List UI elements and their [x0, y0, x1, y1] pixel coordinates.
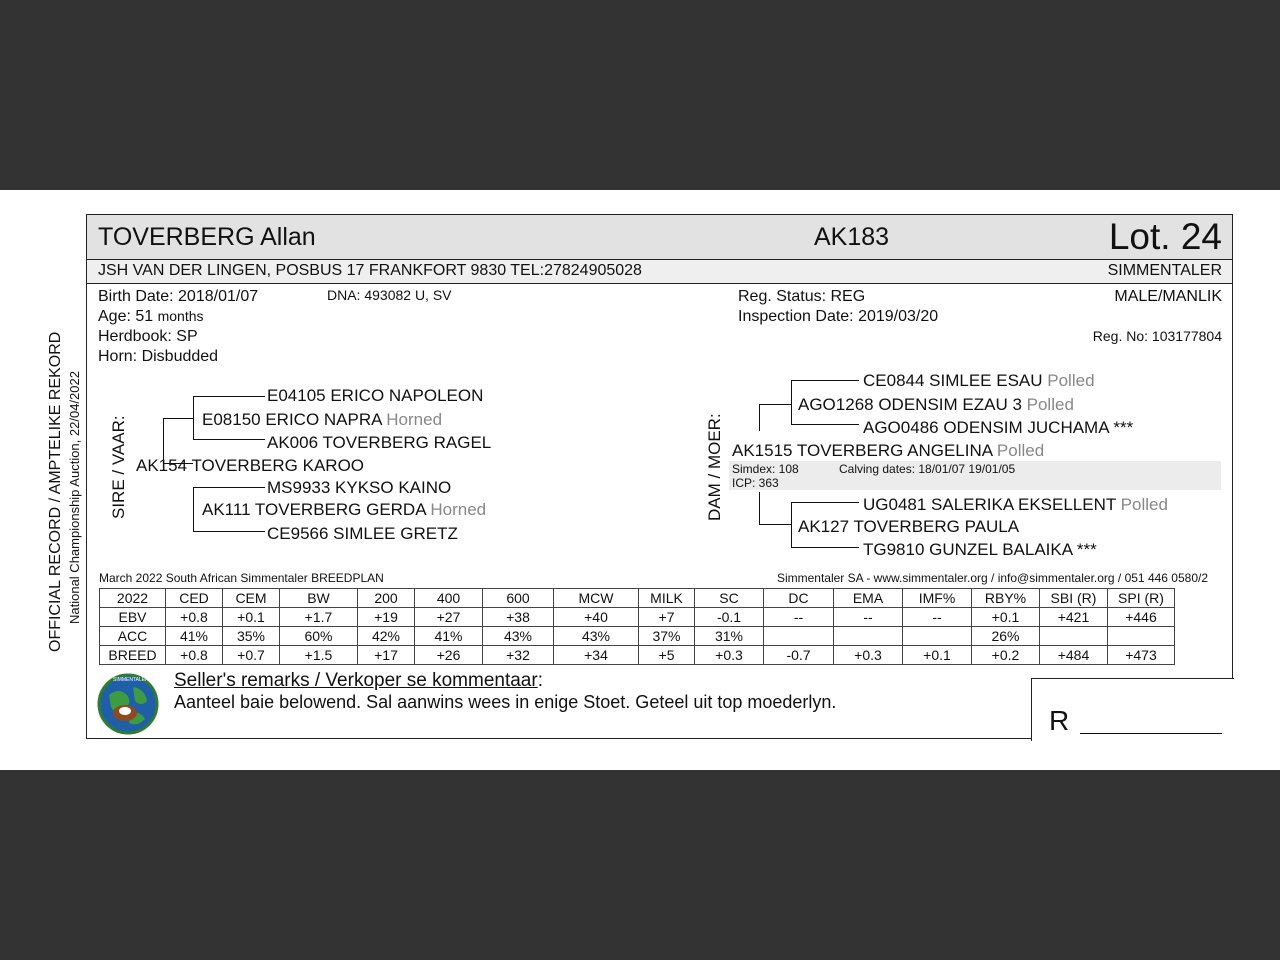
lot-number: Lot. 24	[1108, 216, 1222, 257]
grandsire-name: E08150 ERICO NAPRA	[202, 410, 382, 429]
ebv-row-label: EBV	[100, 608, 166, 627]
sex: MALE/MANLIK	[1114, 288, 1222, 305]
dam-icp: ICP: 363	[732, 476, 779, 490]
remarks-heading	[174, 670, 543, 692]
reg-status: Reg. Status: REG	[738, 288, 866, 305]
age-value: Age: 51	[98, 308, 154, 325]
owner-address: JSH VAN DER LINGEN, POSBUS 17 FRANKFORT 9830 TEL:27824905028	[98, 262, 642, 279]
title-bar	[87, 215, 1232, 260]
sire-tree-line	[163, 418, 193, 419]
ebv-header-cell: SPI (R)	[1108, 589, 1175, 608]
breed-name: SIMMENTALER	[1107, 262, 1222, 279]
price-label: R	[1049, 705, 1070, 736]
ebv-header-cell: SC	[695, 589, 764, 608]
ebv-cell	[834, 627, 903, 646]
breedplan-title: March 2022 South African Simmentaler BREEDPLAN	[99, 571, 384, 585]
dam-tree-line	[791, 380, 859, 381]
sire-tree-line	[193, 439, 265, 440]
ebv-cell	[1040, 627, 1108, 646]
ebv-cell: 26%	[972, 627, 1040, 646]
dam-granddam: AK127 TOVERBERG PAULA	[798, 517, 1020, 536]
ebv-cell: +0.1	[223, 608, 280, 627]
price-box	[1031, 678, 1234, 741]
owner-bar	[87, 260, 1232, 284]
ebv-header-cell: 400	[415, 589, 483, 608]
great-granddam-1: AK006 TOVERBERG RAGEL	[267, 433, 492, 452]
reg-number: Reg. No: 103177804	[1092, 328, 1222, 344]
granddam-name: AK111 TOVERBERG GERDA	[202, 500, 426, 519]
ebv-row-label: BREED	[100, 646, 166, 665]
remarks-heading-text: Seller's remarks / Verkoper se kommentaar	[174, 670, 538, 691]
dam-grandsire-name: AGO1268 ODENSIM EZAU 3	[798, 395, 1022, 414]
official-record-label: OFFICIAL RECORD / AMPTELIKE REKORD	[47, 331, 64, 652]
ebv-cell: +421	[1040, 608, 1108, 627]
ebv-header-cell: EMA	[834, 589, 903, 608]
ebv-header-cell: 2022	[100, 589, 166, 608]
ebv-header-cell: DC	[764, 589, 834, 608]
ebv-cell: +473	[1108, 646, 1175, 665]
breedplan-contact: Simmentaler SA - www.simmentaler.org / info@simmentaler.org / 051 446 0580/2	[776, 571, 1208, 585]
sire-tree-line	[193, 396, 265, 397]
ebv-header-cell: BW	[280, 589, 358, 608]
ebv-cell: --	[903, 608, 972, 627]
auction-label: National Championship Auction, 22/04/2022	[67, 371, 82, 624]
great-granddam-2: CE9566 SIMLEE GRETZ	[267, 524, 458, 543]
animal-id: AK183	[814, 223, 890, 251]
ebv-row	[100, 646, 1175, 665]
dam-great-grandsire-1-name: CE0844 SIMLEE ESAU	[863, 371, 1043, 390]
ebv-header-cell: CEM	[223, 589, 280, 608]
dam-tree-line	[791, 380, 792, 425]
dam-great-grandsire-2-horn: Polled	[1120, 495, 1168, 514]
remarks-colon: :	[537, 670, 543, 691]
dam-tree-line	[759, 524, 791, 525]
auction-sheet	[0, 190, 1280, 770]
ebv-cell: 41%	[166, 627, 223, 646]
ebv-header-cell: RBY%	[972, 589, 1040, 608]
ebv-cell: +19	[358, 608, 415, 627]
dam-great-granddam-2: TG9810 GUNZEL BALAIKA ***	[863, 540, 1097, 559]
ebv-header-cell: 600	[483, 589, 554, 608]
granddam	[202, 500, 486, 520]
ebv-header-cell: 200	[358, 589, 415, 608]
ebv-row-label: ACC	[100, 627, 166, 646]
ebv-header-row	[100, 589, 1175, 608]
dam-grandsire	[798, 395, 1074, 415]
ebv-cell: +1.7	[280, 608, 358, 627]
dam-tree-line	[791, 502, 859, 503]
ebv-header-cell: CED	[166, 589, 223, 608]
dam-tree-line	[791, 502, 792, 548]
birth-date: Birth Date: 2018/01/07	[98, 288, 259, 305]
ebv-cell: +0.8	[166, 646, 223, 665]
ebv-cell: +40	[554, 608, 639, 627]
ebv-cell: 60%	[280, 627, 358, 646]
sire-tree-line	[193, 531, 265, 532]
ebv-header-cell: SBI (R)	[1040, 589, 1108, 608]
granddam-horn: Horned	[430, 500, 487, 519]
dam-horn: Polled	[996, 441, 1045, 460]
ebv-cell: 37%	[639, 627, 695, 646]
dam-great-granddam-1: AGO0486 ODENSIM JUCHAMA ***	[863, 418, 1134, 437]
herdbook: Herdbook: SP	[98, 328, 198, 345]
ebv-cell: +34	[554, 646, 639, 665]
ebv-cell: +27	[415, 608, 483, 627]
ebv-cell	[903, 627, 972, 646]
dam-tree-line	[759, 404, 791, 405]
dam-name-text: AK1515 TOVERBERG ANGELINA	[732, 441, 993, 460]
age	[98, 308, 204, 326]
animal-name: TOVERBERG Allan	[98, 223, 316, 251]
sire-tree-line	[193, 487, 194, 532]
ebv-cell: -0.1	[695, 608, 764, 627]
ebv-cell: +5	[639, 646, 695, 665]
sire-tree-line	[193, 396, 194, 440]
sire-name: AK154 TOVERBERG KAROO	[136, 456, 365, 475]
ebv-cell: 42%	[358, 627, 415, 646]
ebv-cell: 43%	[554, 627, 639, 646]
ebv-cell: +0.3	[695, 646, 764, 665]
ebv-table-body	[100, 589, 1175, 665]
great-grandsire-1: E04105 ERICO NAPOLEON	[267, 386, 484, 405]
ebv-cell: +0.8	[166, 608, 223, 627]
ebv-cell: +0.7	[223, 646, 280, 665]
ebv-cell: +484	[1040, 646, 1108, 665]
dna-info: DNA: 493082 U, SV	[327, 287, 452, 303]
remarks-text: Aanteel baie belowend. Sal aanwins wees in enige Stoet. Geteel uit top moederlyn.	[174, 692, 837, 712]
ebv-cell: --	[834, 608, 903, 627]
great-grandsire-2: MS9933 KYKSO KAINO	[267, 478, 452, 497]
ebv-header-cell: IMF%	[903, 589, 972, 608]
ebv-cell: +38	[483, 608, 554, 627]
dam-tree-line	[759, 404, 760, 431]
ebv-header-cell: MILK	[639, 589, 695, 608]
dam-grandsire-horn: Polled	[1026, 395, 1074, 414]
ebv-cell: +7	[639, 608, 695, 627]
ebv-cell	[764, 627, 834, 646]
logo-text: SIMMENTALER	[113, 677, 149, 683]
grandsire	[202, 410, 442, 430]
dam-tree-line	[791, 547, 859, 548]
ebv-cell: 31%	[695, 627, 764, 646]
ebv-cell	[1108, 627, 1175, 646]
ebv-cell: +0.2	[972, 646, 1040, 665]
ebv-cell: +32	[483, 646, 554, 665]
ebv-table	[99, 588, 1175, 665]
dam-label: DAM / MOER:	[705, 413, 724, 521]
ebv-cell: 35%	[223, 627, 280, 646]
dam-tree-line	[791, 424, 859, 425]
dam-simdex: Simdex: 108	[732, 462, 799, 476]
ebv-row	[100, 627, 1175, 646]
dam-great-grandsire-1	[863, 371, 1095, 391]
ebv-cell: 41%	[415, 627, 483, 646]
ebv-cell: +17	[358, 646, 415, 665]
age-unit: months	[157, 308, 204, 324]
ebv-cell: +0.1	[903, 646, 972, 665]
dam-great-grandsire-2-name: UG0481 SALERIKA EKSELLENT	[863, 495, 1116, 514]
ebv-cell: +446	[1108, 608, 1175, 627]
sire-tree-line	[193, 487, 265, 488]
dam-name	[732, 441, 1044, 461]
ebv-cell: +0.3	[834, 646, 903, 665]
ebv-cell: +26	[415, 646, 483, 665]
ebv-row	[100, 608, 1175, 627]
ebv-cell: +1.5	[280, 646, 358, 665]
dam-great-grandsire-2	[863, 495, 1168, 515]
grandsire-horn: Horned	[386, 410, 443, 429]
sire-label: SIRE / VAAR:	[109, 415, 128, 519]
ebv-cell: 43%	[483, 627, 554, 646]
dam-tree-line	[759, 492, 760, 525]
price-line[interactable]	[1080, 733, 1222, 734]
ebv-header-cell: MCW	[554, 589, 639, 608]
breed-logo	[97, 673, 159, 735]
inspection-date: Inspection Date: 2019/03/20	[738, 308, 939, 325]
ebv-cell: -0.7	[764, 646, 834, 665]
horn-status: Horn: Disbudded	[98, 348, 219, 365]
ebv-cell: --	[764, 608, 834, 627]
dam-calving-dates: Calving dates: 18/01/07 19/01/05	[839, 462, 1016, 476]
ebv-cell: +0.1	[972, 608, 1040, 627]
dam-great-grandsire-1-horn: Polled	[1047, 371, 1095, 390]
